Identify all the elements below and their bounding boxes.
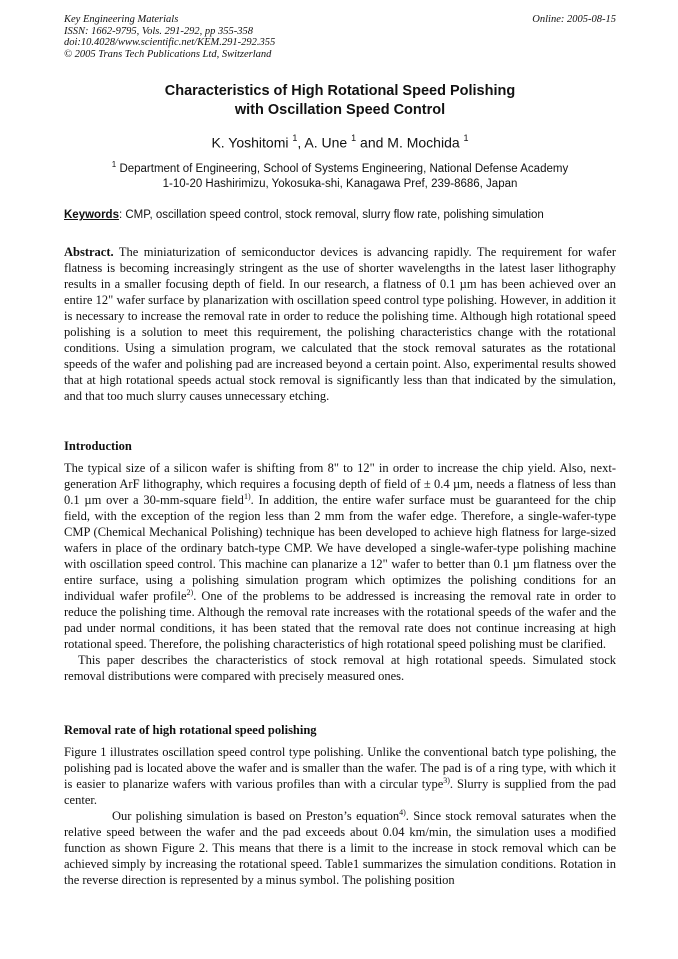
issn-line: ISSN: 1662-9795, Vols. 291-292, pp 355-358 bbox=[64, 25, 253, 37]
keywords-text: CMP, oscillation speed control, stock removal, slurry flow rate, polishing simulation bbox=[122, 209, 544, 221]
introduction-paragraph-1 bbox=[64, 460, 616, 652]
keywords-colon: : bbox=[118, 209, 123, 221]
intro-text-a: The typical size of a silicon wafer is shifting from 8" to 12" in order to increase the chip yield. Also, next-generation ArF lithography, which requires a focusing depth of field of ± 0.4 µm, needs a flatness of less than 0.1 µm over a 30-mm-square field bbox=[64, 461, 616, 507]
removal-text-b: . Slurry is supplied from the pad center. bbox=[64, 777, 616, 807]
affiliation-mark: 1 bbox=[292, 133, 298, 143]
author-1: K. Yoshitomi bbox=[211, 134, 289, 151]
author-separator: and bbox=[356, 134, 388, 151]
affiliation-department: Department of Engineering, School of Systems Engineering, National Defense Academy bbox=[119, 162, 569, 175]
author-list bbox=[64, 130, 616, 152]
publication-header bbox=[64, 14, 616, 60]
keywords-label: Keywords bbox=[64, 209, 119, 221]
affiliation-line-1 bbox=[64, 157, 616, 177]
keywords bbox=[64, 208, 616, 222]
abstract-paragraph bbox=[64, 244, 616, 404]
author-separator: , bbox=[297, 134, 305, 151]
intro-text-b: . In addition, the entire wafer surface must be guaranteed for the chip field, with the exception of the region less than 2 mm from the wafer edge. Therefore, a single-wafer-type CMP (Chemical Mechanical Polishing) technique has been developed to achieve high flatness for large-sized wafers in place of the ordinary batch-type CMP. We have developed a single-wafer-type polishing machine with oscillation speed control. This machine can planarize a 12" wafer to better than 0.1 µm flatness over the entire surface, using a polishing simulation program which optimizes the polishing conditions for an individual wafer profile bbox=[64, 493, 616, 603]
reference-4: 4) bbox=[399, 807, 406, 817]
online-date: Online: 2005-08-15 bbox=[532, 14, 616, 25]
affiliation bbox=[64, 157, 616, 192]
removal-text-a: Figure 1 illustrates oscillation speed control type polishing. Unlike the conventional batch type polishing, the polishing pad is located above the wafer and is smaller than the wafer. The pad is of a ring type, with which it is easier to planarize wafers with various profiles than with a circular type bbox=[64, 745, 616, 791]
introduction-heading: Introduction bbox=[64, 439, 132, 453]
removal-paragraph-1 bbox=[64, 744, 616, 808]
author-3: M. Mochida bbox=[387, 134, 460, 151]
copyright-line: © 2005 Trans Tech Publications Ltd, Switzerland bbox=[64, 48, 272, 60]
removal-text-d: . Since stock removal saturates when the relative speed between the wafer and the pad exceeds about 0.04 km/min, the simulation uses a modified function as shown Figure 2. This means that there is a limit to the increase in stock removal which can be achieved simply by increasing the rotational speed. Table1 summarizes the simulation conditions. Rotation in the reverse direction is represented by a minus symbol. The polishing position bbox=[64, 809, 616, 887]
removal-rate-heading: Removal rate of high rotational speed polishing bbox=[64, 723, 317, 737]
abstract bbox=[64, 244, 616, 404]
affiliation-mark: 1 bbox=[463, 133, 469, 143]
journal-name: Key Engineering Materials bbox=[64, 14, 179, 25]
paper-title bbox=[64, 82, 616, 120]
removal-rate-body bbox=[64, 744, 616, 888]
affiliation-mark: 1 bbox=[111, 160, 117, 169]
abstract-text: The miniaturization of semiconductor devices is advancing rapidly. The requirement for wafer flatness is becoming increasingly stringent as the use of shorter wavelengths in the latest laser lithography results in a smaller focusing depth of field. In our research, a flatness of 0.1 µm has been achieved over an entire 12" wafer surface by planarization with oscillation speed control type polishing. However, in addition it is necessary to increase the removal rate in order to reduce the polishing time. Although high rotational speed polishing is a solution to meet this requirement, the polishing characteristics change with the rotational conditions. Using a simulation program, we calculated that the stock removal saturates as the rotational speeds of the wafer and polishing pad are increased beyond a certain point. Also, experimental results showed that at high rotational speeds actual stock removal is significantly less than that indicated by the simulation, and that too much slurry causes unnecessary etching. bbox=[64, 245, 616, 403]
abstract-label: Abstract. bbox=[64, 245, 114, 259]
introduction-body bbox=[64, 460, 616, 684]
author-2: A. Une bbox=[304, 134, 348, 151]
reference-3: 3) bbox=[443, 775, 450, 785]
reference-1: 1) bbox=[243, 491, 251, 501]
doi-line: doi:10.4028/www.scientific.net/KEM.291-292.355 bbox=[64, 37, 276, 48]
reference-2: 2) bbox=[186, 587, 194, 597]
title-line-1: Characteristics of High Rotational Speed Polishing bbox=[164, 83, 516, 99]
removal-paragraph-2 bbox=[64, 808, 616, 888]
title-line-2: with Oscillation Speed Control bbox=[234, 102, 446, 118]
intro-text-c: . One of the problems to be addressed is increasing the removal rate in order to reduce the polishing time. Although the removal rate increases with the rotational speeds of the wafer and the pad under normal conditions, it has been stated that the removal rate does not continue increasing at high rotational speed. Therefore, the polishing characteristics of high rotational speed polishing must be clarified. bbox=[64, 589, 616, 651]
introduction-paragraph-2: This paper describes the characteristics of stock removal at high rotational speeds. Simulated stock removal distributions were compared with precisely measured ones. bbox=[64, 653, 616, 683]
removal-text-c: Our polishing simulation is based on Preston’s equation bbox=[112, 809, 400, 823]
affiliation-mark: 1 bbox=[351, 133, 357, 143]
affiliation-line-2: 1-10-20 Hashirimizu, Yokosuka-shi, Kanagawa Pref, 239-8686, Japan bbox=[162, 177, 518, 190]
